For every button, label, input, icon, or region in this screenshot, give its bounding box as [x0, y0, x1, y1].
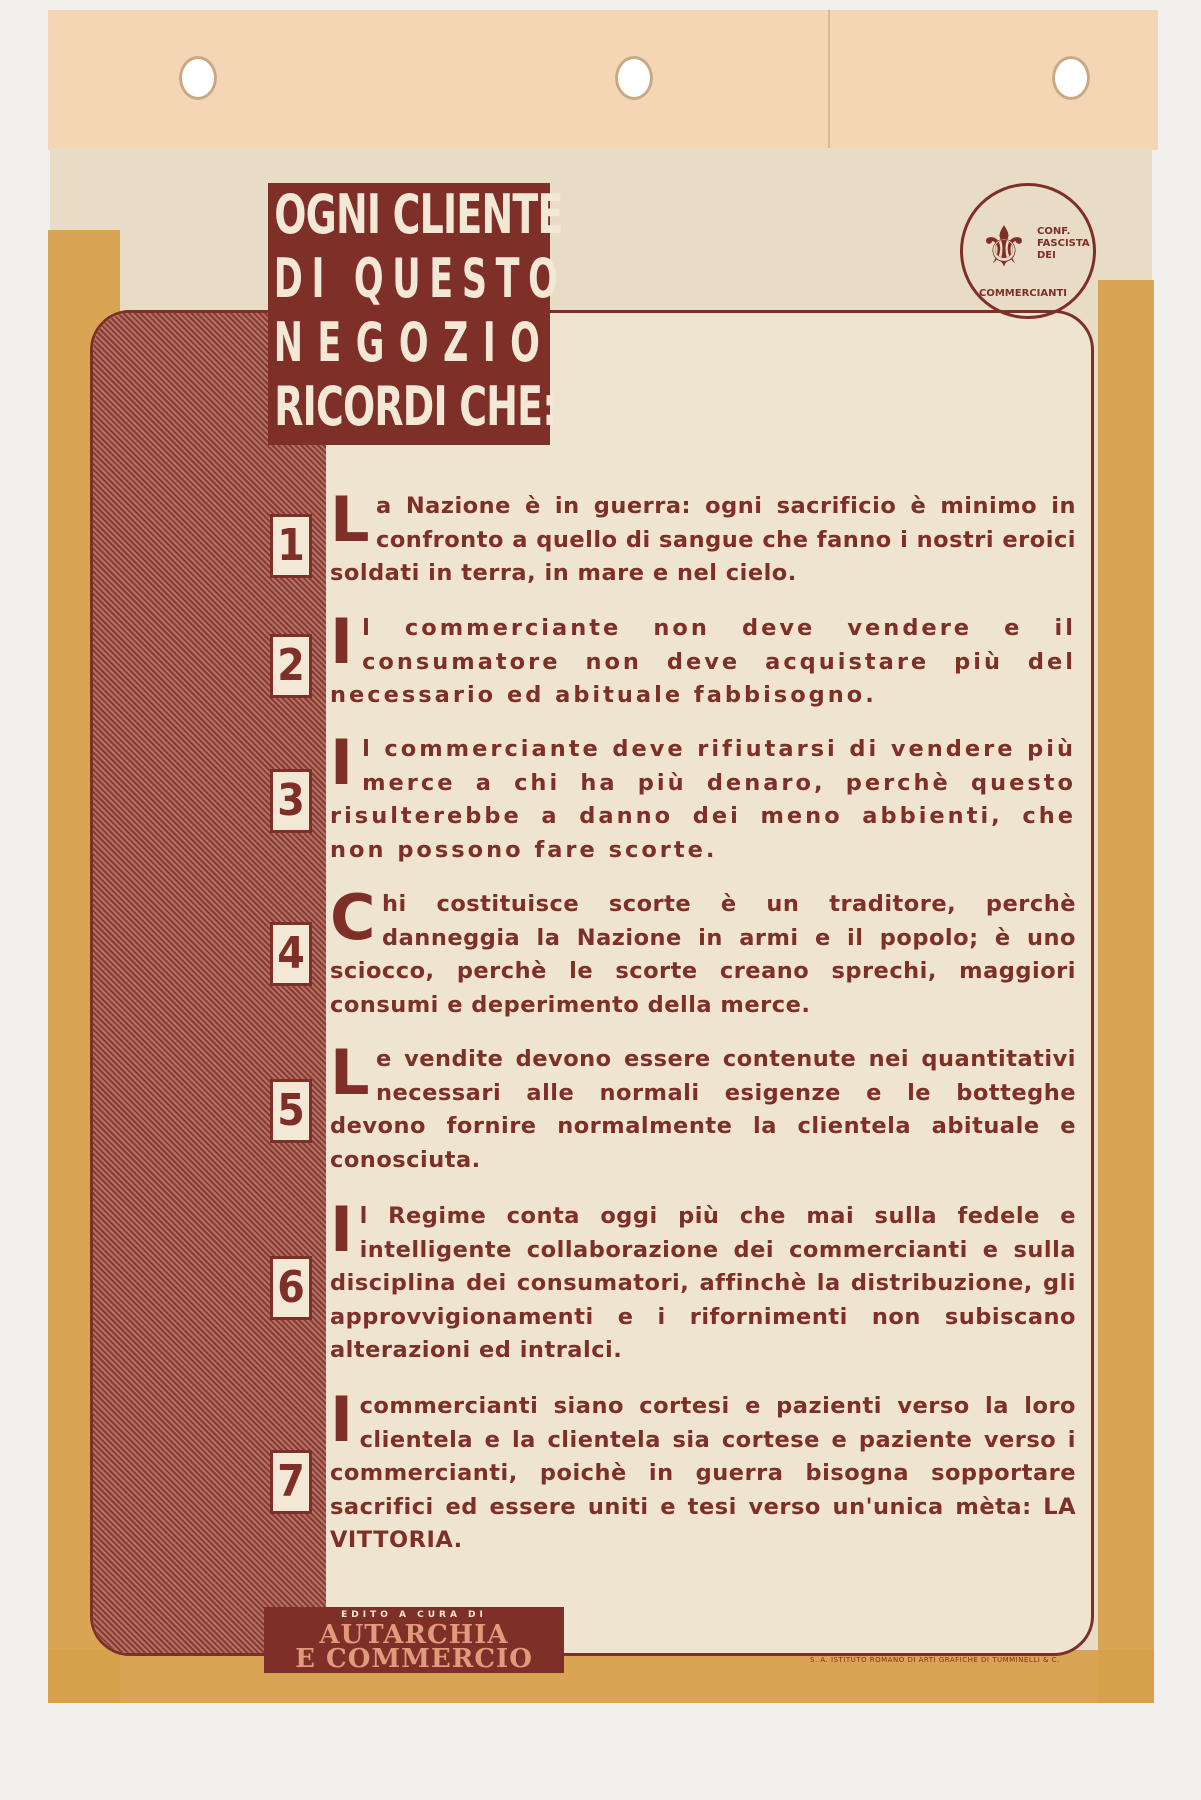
- title-line: DI QUESTO: [273, 247, 567, 310]
- drop-cap: I: [330, 1383, 354, 1456]
- printer-imprint: S. A. ISTITUTO ROMANO DI ARTI GRAFICHE DI TUMMINELLI & C.: [810, 1656, 1060, 1664]
- tab-seam: [828, 10, 830, 150]
- rule-text: [330, 483, 1076, 591]
- title-block: [268, 183, 567, 445]
- punch-hole: [615, 56, 653, 100]
- rule-text: [330, 605, 1076, 713]
- seal-emblem: [960, 183, 1096, 319]
- rule-text: [330, 881, 1076, 1022]
- punch-hole: [179, 56, 217, 100]
- publisher-line: AUTARCHIA: [319, 1620, 509, 1650]
- seal-text: [1037, 226, 1090, 262]
- rule-number: 3: [270, 769, 312, 833]
- edited-by: EDITO A CURA DI: [341, 1610, 487, 1620]
- rule-number: 2: [270, 634, 312, 698]
- tape-right: [1098, 280, 1154, 1703]
- seal-line: FASCISTA: [1037, 238, 1090, 249]
- rule-number: 5: [270, 1079, 312, 1143]
- punch-hole: [1052, 56, 1090, 100]
- title-line: NEGOZIO: [273, 311, 555, 374]
- title-line: OGNI CLIENTE: [274, 183, 563, 246]
- title-line: RICORDI CHE:: [274, 375, 557, 438]
- rule-body: hi costituisce scorte è un traditore, perchè danneggia la Nazione in armi e il popolo; è uno sciocco, perchè le scorte creano sprechi, maggiori consumi e deperimento della merce.: [330, 891, 1076, 1018]
- seal-line: CONF.: [1037, 226, 1071, 237]
- rule-body: e vendite devono essere contenute nei quantitativi necessari alle normali esigenze e le botteghe devono fornire normalmente la clientela abituale e conosciuta.: [330, 1046, 1076, 1173]
- drop-cap: L: [330, 1036, 371, 1109]
- seal-line: DEI: [1037, 250, 1056, 261]
- rule-text: [330, 726, 1076, 867]
- rule-number: 6: [270, 1256, 312, 1320]
- drop-cap: I: [330, 1193, 354, 1266]
- drop-cap: L: [330, 483, 371, 556]
- publisher-logo: [264, 1607, 564, 1673]
- rule-body: a Nazione è in guerra: ogni sacrificio è minimo in confronto a quello di sangue che fanno i nostri eroici soldati in terra, in mare e nel cielo.: [330, 493, 1076, 586]
- rule-body: commercianti siano cortesi e pazienti verso la loro clientela e la clientela sia cortese e paziente verso i commercianti, poichè in guerra bisogna sopportare sacrifici ed essere uniti e tesi verso un'unica mèta: LA VITTORIA.: [330, 1393, 1076, 1553]
- drop-cap: I: [330, 726, 357, 799]
- rule-number: 1: [270, 514, 312, 578]
- drop-cap: I: [330, 605, 357, 678]
- rule-text: [330, 1193, 1076, 1368]
- rule-body: l commerciante deve rifiutarsi di vendere più merce a chi ha più denaro, perchè questo risulterebbe a danno dei meno abbienti, che non possono fare scorte.: [330, 736, 1076, 863]
- rule-number: 4: [270, 922, 312, 986]
- eagle-icon: ⚜: [978, 215, 1030, 280]
- rule-body: l Regime conta oggi più che mai sulla fedele e intelligente collaborazione dei commercianti e sulla disciplina dei consumatori, affinchè la distribuzione, gli approvvigionamenti e i rifornimenti non subiscano alterazioni ed intralci.: [330, 1203, 1076, 1363]
- rule-text: [330, 1383, 1076, 1558]
- rule-text: [330, 1036, 1076, 1177]
- rule-body: l commerciante non deve vendere e il consumatore non deve acquistare più del necessario ed abituale fabbisogno.: [330, 615, 1076, 708]
- publisher-line: E COMMERCIO: [295, 1644, 533, 1674]
- drop-cap: C: [330, 881, 377, 954]
- seal-bottom-text: COMMERCIANTI: [979, 288, 1067, 299]
- rule-number: 7: [270, 1450, 312, 1514]
